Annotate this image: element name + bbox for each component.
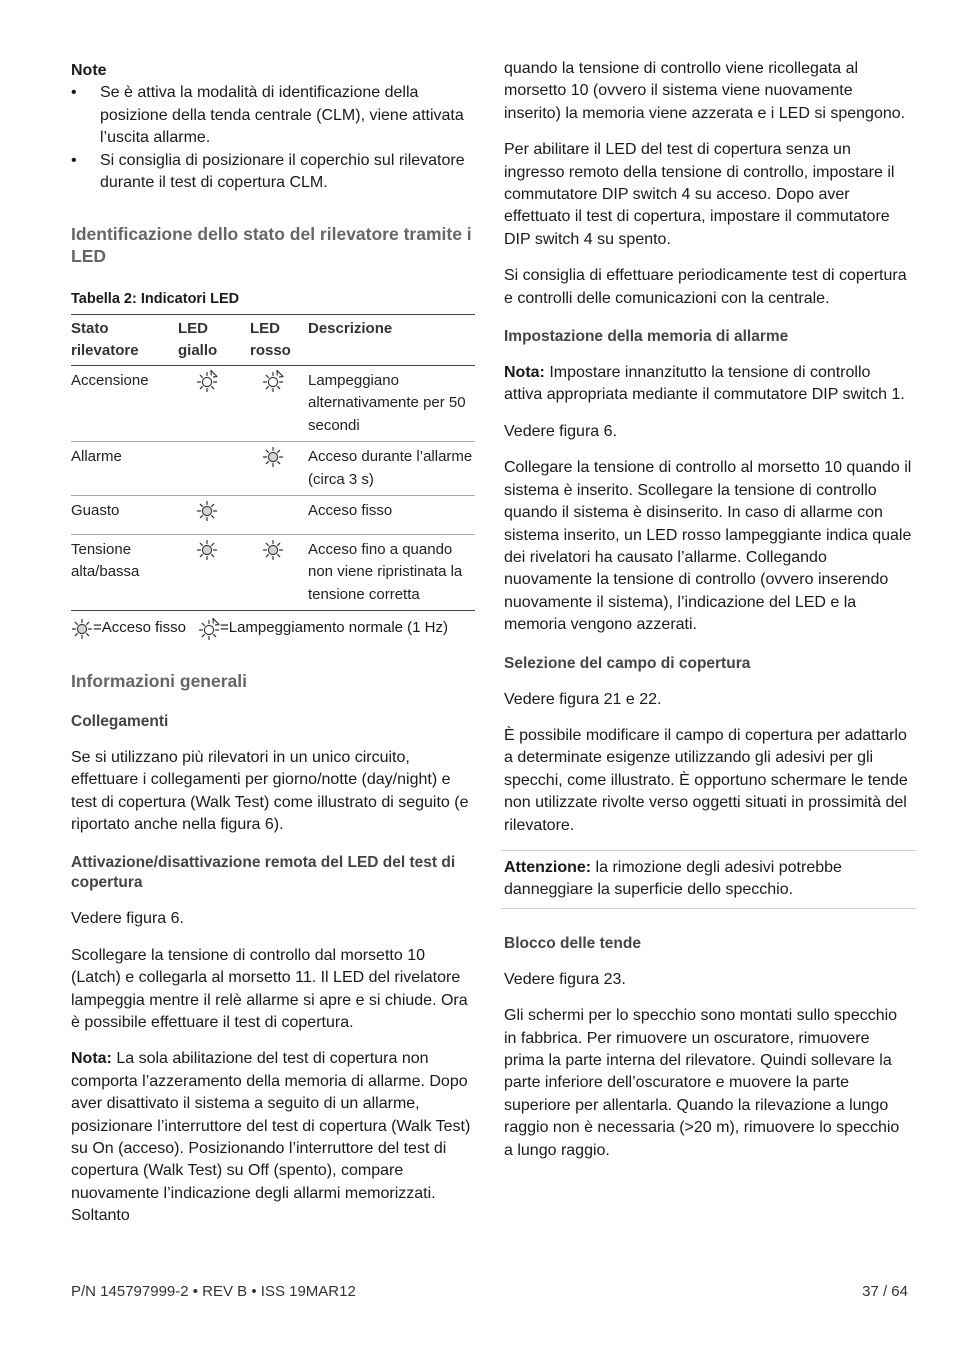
nota-label: Nota: bbox=[504, 364, 545, 382]
col-led-giallo: LED giallo bbox=[178, 319, 218, 360]
page-number: 37 / 64 bbox=[862, 1283, 908, 1300]
cell-stato: Allarme bbox=[71, 448, 122, 466]
part-number: P/N 145797999-2 • REV B • ISS 19MAR12 bbox=[71, 1283, 356, 1300]
divider bbox=[501, 908, 916, 909]
divider bbox=[501, 850, 916, 851]
left-column bbox=[71, 58, 477, 1228]
cell-led-rosso bbox=[250, 442, 308, 496]
note-paragraph: Nota: La sola abilitazione del test di copertura non comporta l’azzeramento della memoria di allarme. Dopo aver disattivato il sistema a seguito di un allarme, posizionare l’interruttore del test di copertura (Walk Test) su On (acceso). Posizionando l’interruttore del test di copertura (Walk Test) su Off (spento), compare nuovamente l’indicazione degli allarmi memorizzati. Soltanto bbox=[71, 1050, 471, 1225]
led-flashing-icon bbox=[196, 370, 218, 392]
bullet: • bbox=[71, 84, 77, 102]
table-row bbox=[71, 496, 475, 535]
table-caption: Tabella 2: Indicatori LED bbox=[71, 291, 240, 308]
cell-stato: Guasto bbox=[71, 502, 120, 520]
table-row bbox=[71, 442, 475, 496]
legend-flash-label: =Lampeggiamento normale (1 Hz) bbox=[219, 619, 449, 637]
cell-led-giallo bbox=[178, 496, 250, 535]
paragraph: Collegare la tensione di controllo al morsetto 10 quando il sistema è inserito. Scollegare la tensione di controllo quando il sistema è disinserito. In caso di allarme con sistema inserito, un LED rosso lampeggiante indica quale dei rivelatori ha causato l’allarme. Collegando nuovamente la tensione di controllo (ovvero inserendo nuovamente il sistema), l’indicazione del LED e la memoria vengono azzerati. bbox=[504, 459, 912, 634]
subheading-attivazione: Attivazione/disattivazione remota del LED del test di copertura bbox=[71, 854, 456, 892]
cell-led-giallo bbox=[178, 534, 250, 611]
paragraph: Se si utilizzano più rilevatori in un unico circuito, effettuare i collegamenti per giorno/notte (day/night) e test di copertura (Walk Test) come illustrato di seguito (e riportato anche nella figura 6). bbox=[71, 748, 469, 833]
led-steady-icon bbox=[196, 539, 218, 561]
col-descrizione: Descrizione bbox=[308, 319, 393, 337]
list-item: • Se è attiva la modalità di identificazione della posizione della tenda centrale (CLM), viene attivata l’uscita allarme. bbox=[71, 84, 464, 147]
table-header-row bbox=[71, 314, 475, 365]
cell-descrizione: Lampeggiano alternativamente per 50 secondi bbox=[308, 371, 466, 434]
table-legend bbox=[71, 617, 477, 639]
led-steady-icon bbox=[71, 618, 93, 640]
subheading-campo: Selezione del campo di copertura bbox=[504, 654, 751, 672]
cell-descrizione: Acceso durante l’allarme (circa 3 s) bbox=[308, 448, 473, 488]
paragraph: quando la tensione di controllo viene ricollegata al morsetto 10 (ovvero il sistema viene nuovamente inserito) la memoria viene azzerata e i LED si spengono. bbox=[504, 60, 906, 122]
paragraph: Gli schermi per lo specchio sono montati sullo specchio in fabbrica. Per rimuovere un oscuratore, rimuovere prima la parte interna del rilevatore. Quindi sollevare la parte inferiore dell’oscuratore e muovere la parte superiore per allentarla. Quando la rilevazione a lungo raggio non è necessaria (>20 m), rimuovere lo specchio a lungo raggio. bbox=[504, 1007, 900, 1159]
paragraph: È possibile modificare il campo di copertura per adattarlo a determinate esigenze utilizzando gli adesivi per gli specchi, come illustrato. È opportuno schermare le tende non utilizzate rivolte verso oggetti situati in prossimità del rilevatore. bbox=[504, 726, 908, 834]
nota-label: Nota: bbox=[71, 1050, 112, 1068]
cell-descrizione: Acceso fisso bbox=[308, 502, 393, 520]
note-title: Note bbox=[71, 62, 107, 79]
led-steady-icon bbox=[196, 500, 218, 522]
led-table bbox=[71, 314, 475, 612]
list-item: • Si consiglia di posizionare il coperchio sul rilevatore durante il test di copertura CLM. bbox=[71, 151, 465, 192]
cell-stato: Tensione alta/bassa bbox=[71, 540, 140, 581]
right-column bbox=[504, 58, 912, 1162]
attenzione-label: Attenzione: bbox=[504, 858, 592, 876]
paragraph: Scollegare la tensione di controllo dal morsetto 10 (Latch) e collegarla al morsetto 11. Il LED del rivelatore lampeggia mentre il relè allarme si apre e si chiude. Ora è possibile effettuare il test di copertura. bbox=[71, 946, 468, 1031]
note-paragraph: Nota: Impostare innanzitutto la tensione di controllo attiva appropriata mediante il commutatore DIP switch 1. bbox=[504, 364, 905, 404]
note-list bbox=[71, 82, 477, 194]
cell-stato: Accensione bbox=[71, 371, 149, 389]
col-stato: Stato rilevatore bbox=[71, 319, 139, 360]
cell-led-rosso bbox=[250, 534, 308, 611]
legend-steady-label: =Acceso fisso bbox=[93, 619, 186, 637]
section-heading-informazioni: Informazioni generali bbox=[71, 670, 247, 691]
caution-paragraph: Attenzione: la rimozione degli adesivi potrebbe danneggiare la superficie dello specchio. bbox=[504, 858, 842, 899]
cell-led-rosso bbox=[250, 365, 308, 442]
paragraph: Per abilitare il LED del test di copertura senza un ingresso remoto della tensione di controllo, impostare il commutatore DIP switch 4 su acceso. Dopo aver effettuato il test di copertura, impostare il commutatore DIP switch 4 su spento. bbox=[504, 141, 895, 248]
subheading-memoria: Impostazione della memoria di allarme bbox=[504, 328, 789, 346]
paragraph: Vedere figura 23. bbox=[504, 970, 626, 988]
led-steady-icon bbox=[262, 539, 284, 561]
col-led-rosso: LED rosso bbox=[250, 319, 291, 360]
table-row bbox=[71, 534, 475, 611]
paragraph: Vedere figura 6. bbox=[504, 422, 617, 440]
paragraph: Vedere figura 21 e 22. bbox=[504, 690, 662, 708]
cell-led-giallo bbox=[178, 442, 250, 496]
table-row bbox=[71, 365, 475, 442]
cell-led-rosso bbox=[250, 496, 308, 535]
section-heading-identificazione: Identificazione dello stato del rilevatore tramite i LED bbox=[71, 224, 472, 267]
paragraph: Si consiglia di effettuare periodicamente test di copertura e controlli delle comunicazioni con la centrale. bbox=[504, 267, 907, 307]
led-flashing-icon bbox=[198, 618, 220, 640]
page-footer bbox=[71, 1283, 908, 1300]
subheading-blocco: Blocco delle tende bbox=[504, 934, 641, 952]
subheading-collegamenti: Collegamenti bbox=[71, 712, 169, 730]
cell-descrizione: Acceso fino a quando non viene ripristinata la tensione corretta bbox=[308, 540, 463, 603]
paragraph: Vedere figura 6. bbox=[71, 910, 184, 928]
led-steady-icon bbox=[262, 446, 284, 468]
led-flashing-icon bbox=[262, 370, 284, 392]
bullet: • bbox=[71, 151, 77, 169]
cell-led-giallo bbox=[178, 365, 250, 442]
